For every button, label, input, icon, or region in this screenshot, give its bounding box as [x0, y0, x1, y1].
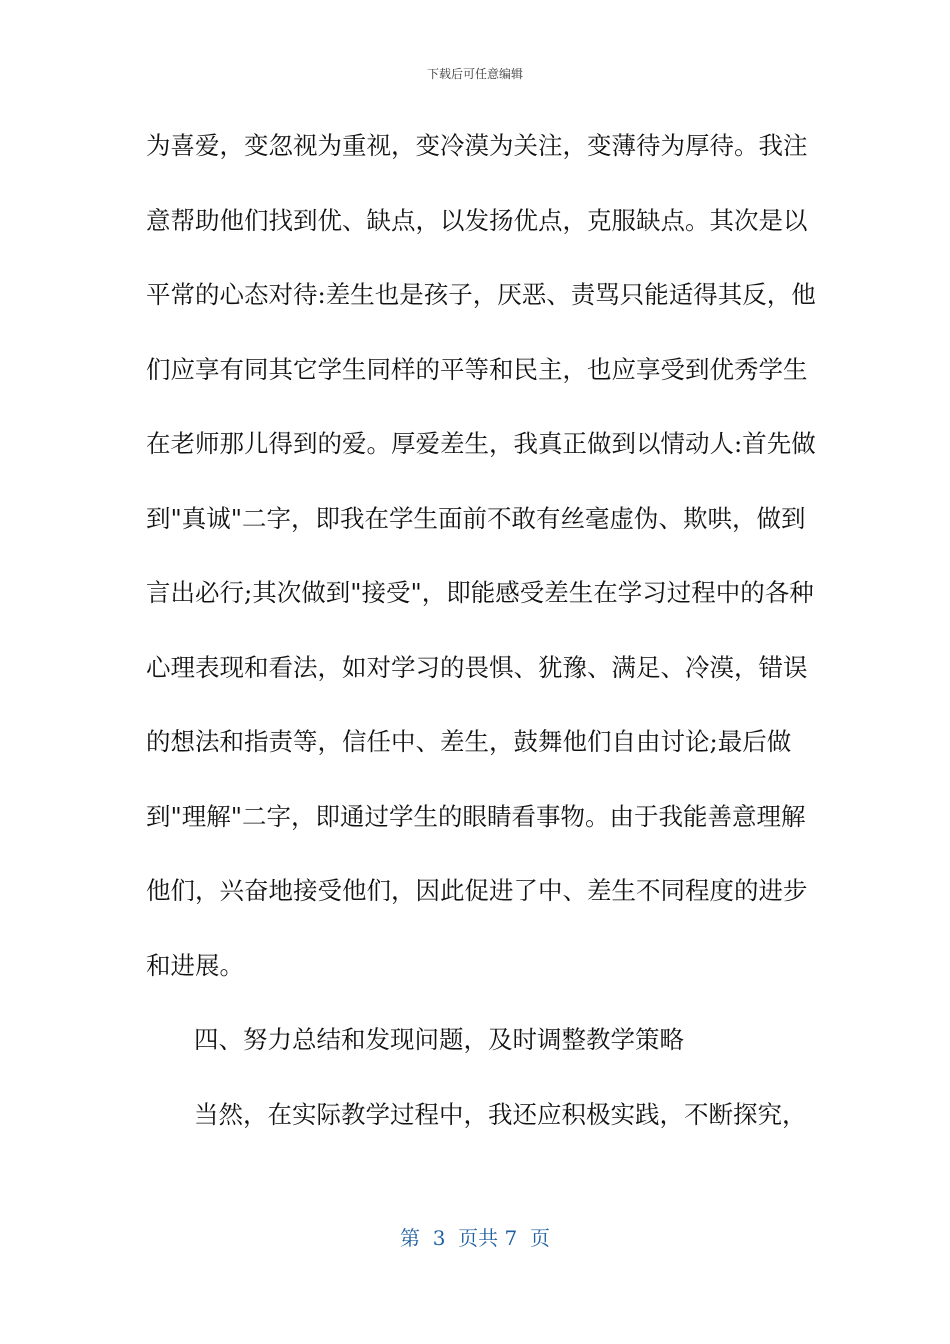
page-header-note: 下载后可任意编辑 [426, 67, 523, 81]
body-line: 到"真诚"二字，即我在学生面前不敢有丝毫虚伪、欺哄，做到 [146, 503, 806, 533]
body-line: 为喜爱，变忽视为重视，变冷漠为关注，变薄待为厚待。我注 [146, 131, 808, 160]
body-line: 和进展。 [146, 950, 244, 980]
body-line: 的想法和指责等，信任中、差生，鼓舞他们自由讨论;最后做 [146, 727, 792, 756]
body-line: 们应享有同其它学生同样的平等和民主，也应享受到优秀学生 [146, 354, 808, 384]
body-line: 平常的心态对待:差生也是孩子，厌恶、责骂只能适得其反，他 [146, 280, 816, 309]
document-body [146, 118, 816, 1161]
body-line: 当然，在实际教学过程中，我还应积极实践，不断探究， [194, 1099, 807, 1129]
body-line: 在老师那儿得到的爱。厚爱差生，我真正做到以情动人:首先做 [146, 429, 816, 458]
body-line: 心理表现和看法，如对学习的畏惧、犹豫、满足、冷漠，错误 [146, 652, 808, 682]
body-line: 到"理解"二字，即通过学生的眼睛看事物。由于我能善意理解 [146, 801, 806, 831]
page-number: 第 3 页共 7 页 [400, 1226, 550, 1250]
section-heading: 四、努力总结和发现问题，及时调整教学策略 [194, 1025, 684, 1054]
body-line: 言出必行;其次做到"接受"，即能感受差生在学习过程中的各种 [146, 578, 814, 607]
body-line: 他们，兴奋地接受他们，因此促进了中、差生不同程度的进步 [146, 876, 808, 905]
body-line: 意帮助他们找到优、缺点，以发扬优点，克服缺点。其次是以 [146, 205, 808, 235]
